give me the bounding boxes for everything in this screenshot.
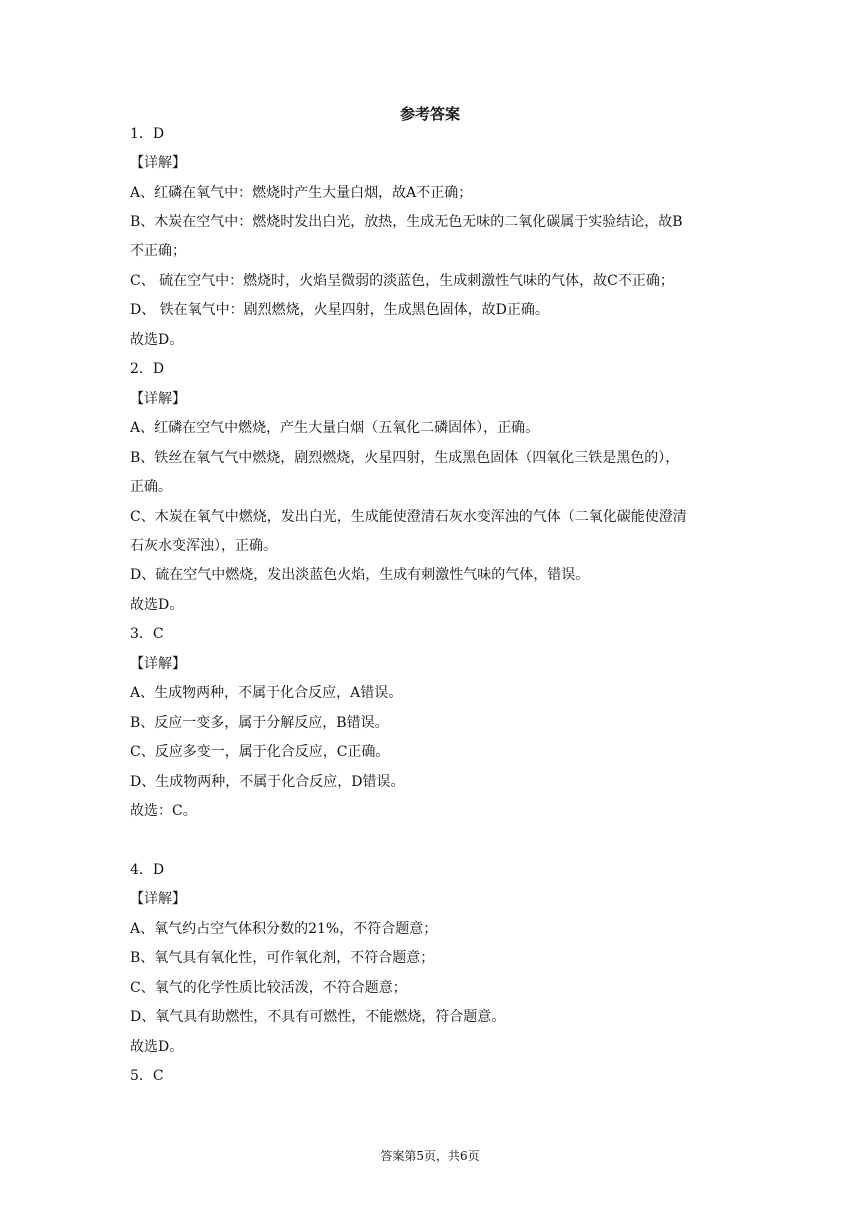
explanation-line: A、氧气约占空气体积分数的21%，不符合题意； — [130, 921, 438, 937]
explanation-heading: 【详解】 — [130, 155, 186, 171]
answer-number-3: 3．C — [130, 626, 164, 642]
explanation-line: C、 硫在空气中：燃烧时，火焰呈微弱的淡蓝色，生成刺激性气味的气体，故C不正确； — [130, 273, 674, 289]
explanation-line: D、 铁在氧气中：剧烈燃烧，火星四射，生成黑色固体，故D正确。 — [130, 302, 549, 318]
explanation-line: A、红磷在空气中燃烧，产生大量白烟（五氧化二磷固体），正确。 — [130, 420, 540, 436]
answer-conclusion: 故选D。 — [130, 332, 184, 348]
explanation-line: 石灰水变浑浊），正确。 — [130, 538, 277, 554]
explanation-line: B、反应一变多，属于分解反应，B错误。 — [130, 715, 389, 731]
explanation-heading: 【详解】 — [130, 891, 186, 907]
explanation-line: C、木炭在氧气中燃烧，发出白光，生成能使澄清石灰水变浑浊的气体（二氧化碳能使澄清 — [130, 509, 687, 525]
answer-number-2: 2．D — [130, 361, 165, 377]
explanation-line: A、生成物两种，不属于化合反应，A错误。 — [130, 685, 403, 701]
explanation-line: B、氧气具有氧化性，可作氧化剂，不符合题意； — [130, 950, 435, 966]
answer-number-1: 1．D — [130, 126, 165, 142]
answer-conclusion: 故选D。 — [130, 1039, 184, 1055]
answer-conclusion: 故选：C。 — [130, 803, 197, 819]
answer-number-5: 5．C — [130, 1068, 164, 1084]
page-title: 参考答案 — [399, 105, 460, 123]
explanation-heading: 【详解】 — [130, 391, 186, 407]
explanation-line: D、生成物两种，不属于化合反应，D错误。 — [130, 774, 405, 790]
explanation-line: D、硫在空气中燃烧，发出淡蓝色火焰，生成有刺激性气味的气体，错误。 — [130, 567, 590, 583]
answer-number-4: 4．D — [130, 862, 165, 878]
explanation-line: B、铁丝在氧气气中燃烧，剧烈燃烧，火星四射，生成黑色固体（四氧化三铁是黑色的）， — [130, 450, 680, 466]
explanation-heading: 【详解】 — [130, 656, 186, 672]
explanation-line: B、木炭在空气中：燃烧时发出白光，放热，生成无色无味的二氧化碳属于实验结论，故B — [130, 214, 683, 230]
explanation-line: A、红磷在氧气中：燃烧时产生大量白烟，故A不正确； — [130, 185, 473, 201]
page-footer: 答案第5页，共6页 — [380, 1149, 480, 1163]
explanation-line: C、反应多变一，属于化合反应，C正确。 — [130, 744, 390, 760]
explanation-line: C、氧气的化学性质比较活泼，不符合题意； — [130, 980, 407, 996]
explanation-line: 正确。 — [130, 479, 172, 495]
explanation-line: 不正确； — [130, 243, 186, 259]
explanation-line: D、氧气具有助燃性，不具有可燃性，不能燃烧，符合题意。 — [130, 1009, 506, 1025]
answer-conclusion: 故选D。 — [130, 597, 184, 613]
